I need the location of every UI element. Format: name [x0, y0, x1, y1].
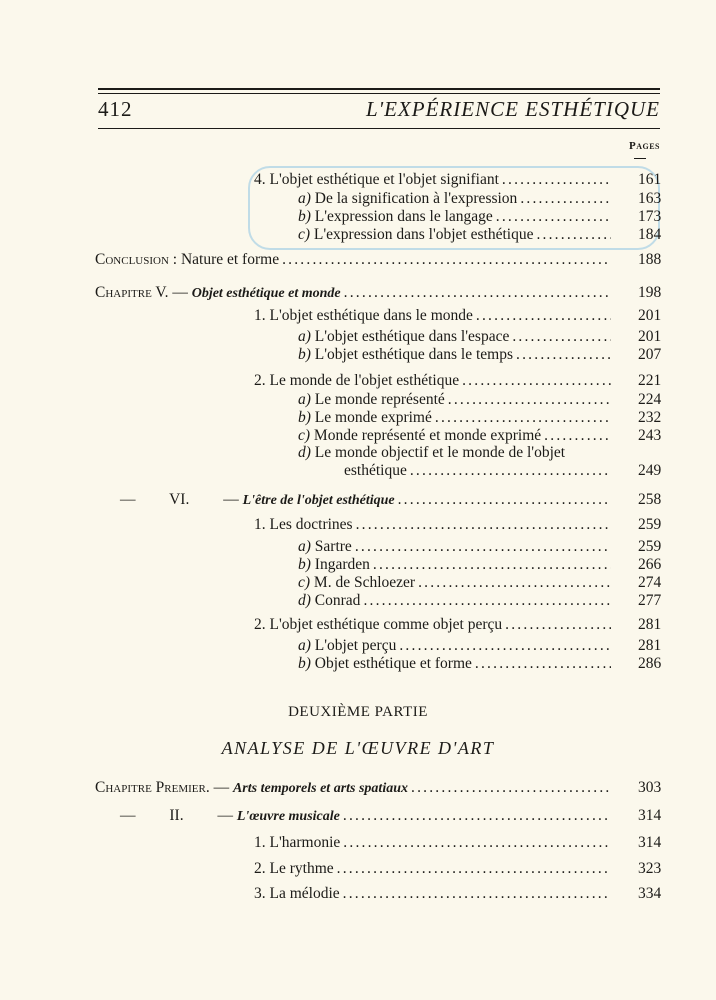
- toc-page: 259: [638, 538, 662, 555]
- toc-page: 224: [638, 391, 662, 408]
- toc-page: 314: [638, 807, 662, 824]
- toc-page: 207: [638, 346, 662, 363]
- toc-entry[interactable]: b) L'objet esthétique dans le temps .....: [298, 345, 614, 365]
- toc-entry[interactable]: 2. Le monde de l'objet esthétique .....: [254, 371, 614, 391]
- toc-entry[interactable]: a) L'objet esthétique dans l'espace .....: [298, 327, 614, 347]
- toc-entry-line1[interactable]: d) Le monde objectif et le monde de l'objet: [298, 444, 566, 461]
- toc-entry[interactable]: d) Conrad .....: [298, 591, 614, 611]
- toc-page: 258: [638, 491, 662, 508]
- toc-page: 277: [638, 592, 662, 609]
- toc-entry-chapter[interactable]: Chapitre Premier. — Arts temporels et arts spatiaux .....: [95, 778, 614, 798]
- toc-entry-chapter[interactable]: — II. — L'œuvre musicale .....: [120, 806, 614, 826]
- toc-page: 281: [638, 616, 662, 633]
- top-rule-thin: [98, 93, 660, 94]
- toc-page: 198: [638, 284, 662, 301]
- toc-page: 243: [638, 427, 662, 444]
- toc-entry[interactable]: 4. L'objet esthétique et l'objet signifiant .....: [254, 170, 614, 190]
- toc-entry[interactable]: b) Le monde exprimé .....: [298, 408, 614, 428]
- toc-entry[interactable]: 2. Le rythme .....: [254, 859, 614, 879]
- toc-page: 201: [638, 328, 662, 345]
- toc-entry[interactable]: a) Sartre .....: [298, 537, 614, 557]
- toc-entry[interactable]: a) L'objet perçu .....: [298, 636, 614, 656]
- toc-entry[interactable]: a) Le monde représenté .....: [298, 390, 614, 410]
- page-header: [98, 97, 660, 127]
- header-rule: [98, 128, 660, 129]
- toc-entry-chapter[interactable]: — VI. — L'être de l'objet esthétique .....: [120, 490, 614, 510]
- toc-page: 281: [638, 637, 662, 654]
- toc-entry[interactable]: c) M. de Schloezer .....: [298, 573, 614, 593]
- toc-entry[interactable]: a) De la signification à l'expression .....: [298, 189, 614, 209]
- toc-page: 184: [638, 226, 662, 243]
- toc-page: 232: [638, 409, 662, 426]
- toc-entry[interactable]: b) Ingarden .....: [298, 555, 614, 575]
- pages-dash: [634, 158, 646, 159]
- toc-page: 249: [638, 462, 662, 479]
- page-number: 412: [98, 97, 133, 121]
- toc-page: 173: [638, 208, 662, 225]
- toc-page: 163: [638, 190, 662, 207]
- part-heading: DEUXIÈME PARTIE: [288, 704, 428, 720]
- toc-page: 259: [638, 516, 662, 533]
- toc-entry[interactable]: b) L'expression dans le langage .....: [298, 207, 614, 227]
- toc-entry-conclusion[interactable]: Conclusion : Nature et forme .....: [95, 250, 614, 270]
- toc-page: 266: [638, 556, 662, 573]
- toc-page: 314: [638, 834, 662, 851]
- toc-page: 274: [638, 574, 662, 591]
- toc-page: 323: [638, 860, 662, 877]
- toc-entry[interactable]: b) Objet esthétique et forme .....: [298, 654, 614, 674]
- toc-entry-line2[interactable]: esthétique .....: [344, 461, 614, 481]
- toc-page: 188: [638, 251, 662, 268]
- toc-page: 303: [638, 779, 662, 796]
- toc-page: 221: [638, 372, 662, 389]
- toc-entry[interactable]: c) Monde représenté et monde exprimé .....: [298, 426, 614, 446]
- toc-page: 334: [638, 885, 662, 902]
- running-title: L'EXPÉRIENCE ESTHÉTIQUE: [365, 97, 660, 121]
- toc-entry[interactable]: 1. L'objet esthétique dans le monde .....: [254, 306, 614, 326]
- toc-entry[interactable]: c) L'expression dans l'objet esthétique .....: [298, 225, 614, 245]
- part-subtitle: ANALYSE DE L'ŒUVRE D'ART: [221, 738, 495, 758]
- toc-page: 286: [638, 655, 662, 672]
- toc-entry[interactable]: 1. L'harmonie .....: [254, 833, 614, 853]
- pages-column-label: Pages: [628, 140, 660, 152]
- toc-page: 201: [638, 307, 662, 324]
- toc-entry[interactable]: 1. Les doctrines .....: [254, 515, 614, 535]
- toc-entry[interactable]: 2. L'objet esthétique comme objet perçu .....: [254, 615, 614, 635]
- toc-page: 161: [638, 171, 662, 188]
- top-rule: [98, 88, 660, 90]
- toc-entry-chapter[interactable]: Chapitre V. — Objet esthétique et monde .....: [95, 283, 614, 303]
- toc-entry[interactable]: 3. La mélodie .....: [254, 884, 614, 904]
